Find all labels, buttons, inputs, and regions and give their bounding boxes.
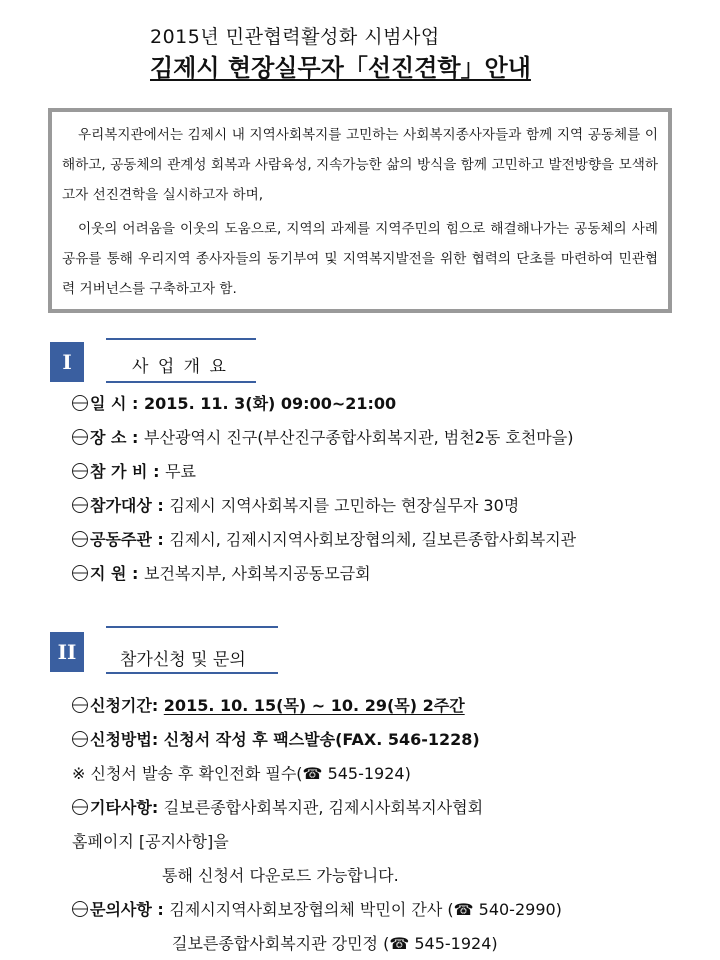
overview-item-place: 장 소 : 부산광역시 진구(부산진구종합사회복지관, 범천2동 호천마을) [72,425,573,448]
circle-bullet-icon [72,395,88,411]
section-2-top-rule [106,626,278,628]
circle-bullet-icon [72,731,88,747]
circle-bullet-icon [72,463,88,479]
section-1-title: 사 업 개 요 [132,357,228,377]
circle-bullet-icon [72,697,88,713]
circle-bullet-icon [72,799,88,815]
section-1-bottom-rule [106,381,256,383]
intro-box [48,108,672,313]
circle-bullet-icon [72,531,88,547]
etc-info: 기타사항: 길보른종합사회복지관, 김제시사회복지사협회 [72,795,483,818]
section-2-title: 참가신청 및 문의 [120,650,246,670]
overview-item-organizers: 공동주관 : 김제시, 김제시지역사회보장협의체, 길보른종합사회복지관 [72,527,576,550]
intro-paragraph-1: 우리복지관에서는 김제시 내 지역사회복지를 고민하는 사회복지종사자들과 함께 지역 공동체를 이해하고, 공동체의 관계성 회복과 사람육성, 지속가능한 삶의 방식을 함께 고민하고 발전방향을 모색하고자 선진견학을 실시하고자 하며, [62,127,658,203]
overview-item-support: 지 원 : 보건복지부, 사회복지공동모금회 [72,561,371,584]
circle-bullet-icon [72,497,88,513]
overview-item-fee: 참 가 비 : 무료 [72,459,196,482]
confirm-call-note: ※ 신청서 발송 후 확인전화 필수(☎ 545-1924) [72,764,411,783]
circle-bullet-icon [72,429,88,445]
section-2-badge: II [50,632,84,672]
section-2-bottom-rule [106,672,278,674]
apply-period: 신청기간: 2015. 10. 15(목) ~ 10. 29(목) 2주간 [72,693,465,716]
circle-bullet-icon [72,901,88,917]
overview-item-date: 일 시 : 2015. 11. 3(화) 09:00~21:00 [72,391,396,414]
apply-method: 신청방법: 신청서 작성 후 팩스발송(FAX. 546-1228) [72,727,480,750]
circle-bullet-icon [72,565,88,581]
etc-download-line: 통해 신청서 다운로드 가능합니다. [162,866,399,885]
document-subtitle: 2015년 민관협력활성화 시범사업 [150,26,440,48]
section-1-badge: I [50,342,84,382]
intro-paragraph-2: 이웃의 어려움을 이웃의 도움으로, 지역의 과제를 지역주민의 힘으로 해결해나가는 공동체의 사례공유를 통해 우리지역 종사자들의 동기부여 및 지역복지발전을 위한 협력의 단초를 마련하여 민관협력 거버넌스를 구축하고자 함. [62,221,658,297]
contact-second-line: 길보른종합사회복지관 강민정 (☎ 545-1924) [172,934,498,953]
contact-info: 문의사항 : 김제시지역사회보장협의체 박민이 간사 (☎ 540-2990) [72,897,562,920]
section-1-top-rule [106,338,256,340]
document-title: 김제시 현장실무자「선진견학」안내 [150,54,531,82]
etc-homepage-line: 홈페이지 [공지사항]을 [72,832,229,851]
overview-item-target: 참가대상 : 김제시 지역사회복지를 고민하는 현장실무자 30명 [72,493,519,516]
